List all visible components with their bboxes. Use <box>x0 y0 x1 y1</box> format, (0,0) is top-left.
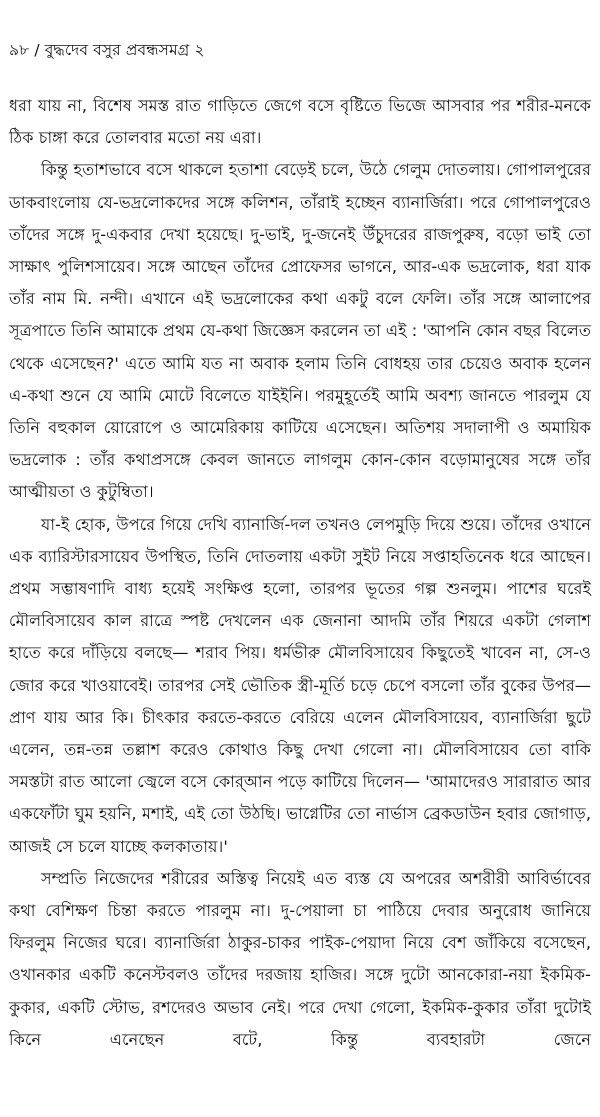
running-header: ৯৮ / বুদ্ধদেব বসুর প্রবন্ধসমগ্র ২ <box>9 41 205 59</box>
paragraph-3: যা-ই হোক, উপরে গিয়ে দেখি ব্যানার্জি-দল তখনও লেপমুড়ি দিয়ে শুয়ে। তাঁদের ওখানে এক ব্যারিস্টারসায়েব উপস্থিত, তিনি দোতলায় একটা সুইট নিয়ে সপ্তাহতিনেক ধরে আছেন। প্রথম সম্ভাষণাদি বাধ্য হয়েই সংক্ষিপ্ত হলো, তারপর ভূতের গল্প শুনলুম। পাশের ঘরেই মৌলবিসায়েব কাল রাত্রে স্পষ্ট দেখলেন এক জেনানা আদমি তাঁর শিয়রে একটা গেলাশ হাতে করে দাঁড়িয়ে বলছে— শরাব পিয়। ধর্মভীরু মৌলবিসায়েব কিছুতেই খাবেন না, সে-ও জোর করে খাওয়াবেই। তারপর সেই ভৌতিক স্ত্রী-মূর্তি চড়ে চেপে বসলো তাঁর বুকের উপর— প্রাণ যায় আর কি। চীৎকার করতে-করতে বেরিয়ে এলেন মৌলবিসায়েব, ব্যানার্জিরা ছুটে এলেন, তন্ন-তন্ন তল্লাশ করেও কোথাও কিছু দেখা গেলো না। মৌলবিসায়েব তো বাকি সমস্তটা রাত আলো জ্বেলে বসে কোর্‌আন পড়ে কাটিয়ে দিলেন— 'আমাদেরও সারারাত আর একফোঁটা ঘুম হয়নি, মশাই, এই তো উঠছি। ভাগ্নেটির তো নার্ভাস ব্রেকডাউন হবার জোগাড়, আজই সে চলে যাচ্ছে কলকাতায়।' <box>9 514 591 856</box>
paragraph-2: কিন্তু হতাশভাবে বসে থাকলে হতাশা বেড়েই চলে, উঠে গেলুম দোতলায়। গোপালপুরের ডাকবাংলোয় যে-ভদ্রলোকদের সঙ্গে কলিশন, তাঁরাই হচ্ছেন ব্যানার্জিরা। পরে গোপালপুরেও তাঁদের সঙ্গে দু-একবার দেখা হয়েছে। দু-ভাই, দু-জনেই উঁচুদরের রাজপুরুষ, বড়ো ভাই তো সাক্ষাৎ পুলিশসায়েব। সঙ্গে আছেন তাঁদের প্রোফেসর ভাগনে, আর-এক ভদ্রলোক, ধরা যাক তাঁর নাম মি. নন্দী। এখানে এই ভদ্রলোকের কথা একটু বলে ফেলি। তাঁর সঙ্গে আলাপের সূত্রপাতে তিনি আমাকে প্রথম যে-কথা জিজ্ঞেস করলেন তা এই : 'আপনি কোন বছর বিলেত থেকে এসেছেন?' এতে আমি যত না অবাক হলাম তিনি বোধহয় তার চেয়েও অবাক হলেন এ-কথা শুনে যে আমি মোটে বিলেতে যাইইনি। পরমুহূর্তেই আমি অবশ্য জানতে পারলুম যে তিনি বহুকাল য়োরোপে ও আমেরিকায় কাটিয়ে এসেছেন। অতিশয় সদালাপী ও অমায়িক ভদ্রলোক : তাঁর কথাপ্রসঙ্গে কেবল জানতে লাগলুম কোন-কোন বড়োমানুষের সঙ্গে তাঁর আত্মীয়তা ও কুটুম্বিতা। <box>9 160 592 502</box>
paragraph-4: সম্প্রতি নিজেদের শরীরের অস্তিত্ব নিয়েই এত ব্যস্ত যে অপরের অশরীরী আবির্ভাবের কথা বেশিক্ষণ চিন্তা করতে পারলুম না। দু-পেয়ালা চা পাঠিয়ে দেবার অনুরোধ জানিয়ে ফিরলুম নিজের ঘরে। ব্যানার্জিরা ঠাকুর-চাকর পাইক-পেয়াদা নিয়ে বেশ জাঁকিয়ে বসেছেন, ওখানকার একটি কনেস্টবলও তাঁদের দরজায় হাজির। সঙ্গে দুটো আনকোরা-নয়া ইকমিক-কুকার, একটি স্টোভ, রশদেরও অভাব নেই। পরে দেখা গেলো, ইকমিক-কুকার তাঁরা দুটোই কিনে এনেছেন বটে, কিন্তু ব্যবহারটা জেনে <box>9 868 591 1049</box>
paragraph-1: ধরা যায় না, বিশেষ সমস্ত রাত গাড়িতে জেগে বসে বৃষ্টিতে ভিজে আসবার পর শরীর-মনকে ঠিক চাঙ্গা করে তোলবার মতো নয় এরা। <box>9 96 591 148</box>
body-text <box>9 90 591 1056</box>
